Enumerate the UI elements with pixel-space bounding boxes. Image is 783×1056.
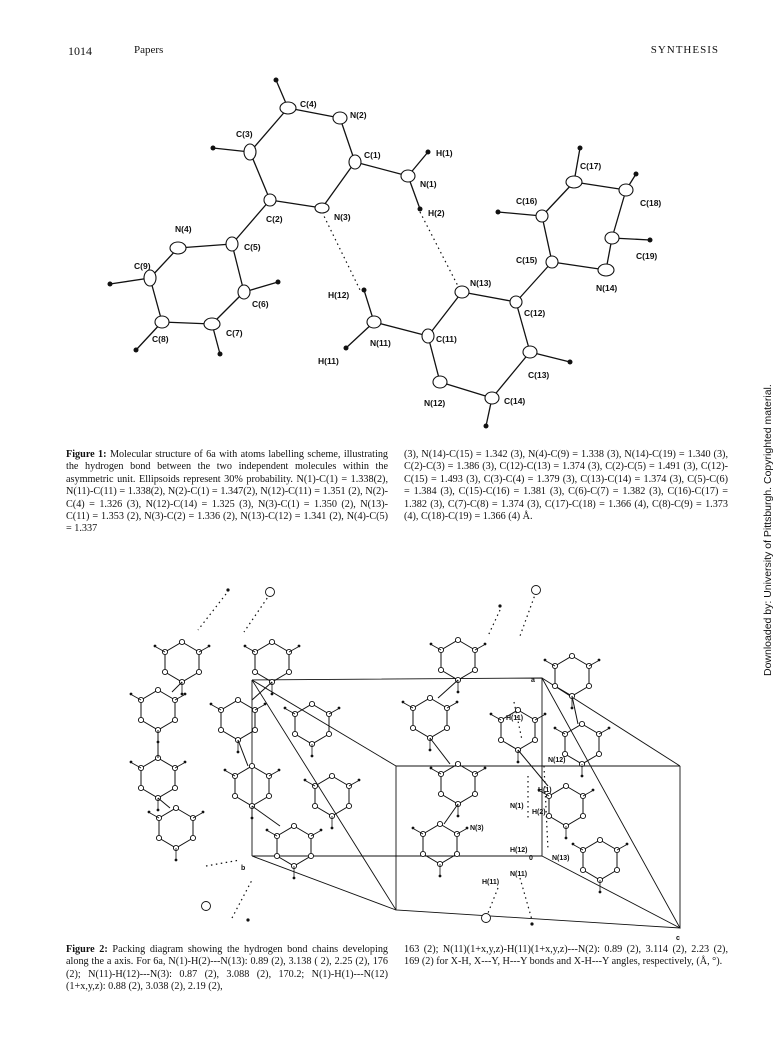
figure-2-caption-label: Figure 2: — [66, 944, 108, 955]
label-c15: C(15) — [516, 255, 538, 265]
download-notice: Downloaded by: University of Pittsburgh. Copyrighted material. — [762, 384, 774, 676]
section-label: Papers — [134, 44, 164, 56]
label-c7: C(7) — [226, 328, 243, 338]
label-h11: H(11) — [318, 356, 339, 366]
pack-label-h12: H(12) — [510, 847, 528, 854]
axis-label-c: c — [676, 935, 680, 942]
label-c6: C(6) — [252, 299, 269, 309]
pack-label-n3: N(3) — [470, 825, 484, 832]
label-c9: C(9) — [134, 261, 151, 271]
label-c4: C(4) — [300, 99, 317, 109]
pack-label-n12: N(12) — [548, 757, 566, 764]
pack-label-n13: N(13) — [552, 855, 570, 862]
label-n3: N(3) — [334, 212, 351, 222]
figure-1-caption-text: Molecular structure of 6a with atoms labelling scheme, illustrating the hydrogen bond between the two independent molecules within the asymmetric unit. Ellipsoids represent 30% probability. N(1)-C(1) = 1.338(2), N(11)-C(11) = 1.338(2), N(2)-C(1) = 1.347(2), N(12)-C(11) = 1.351 (2), N(2)-C(4) = 1.326 (3), N(12)-C(14) = 1.325 (3), N(3)-C(1) = 1.350 (2), N(13)-C(11) = 1.353 (2), N(3)-C(2) = 1.336 (2), N(13)-C(12) = 1.341 (2), N(4)-C(5) = 1.337 — [66, 449, 389, 535]
label-h2: H(2) — [428, 208, 445, 218]
figure-2-caption-left — [66, 944, 388, 994]
figure-2-caption-text: Packing diagram showing the hydrogen bond chains developing along the a axis. For 6a, N(1)-H(2)---N(13): 0.89 (2), 3.138 ( 2), 2.25 (2), 176 (2); N(11)-H(12)---N(3): 0.87 (2), 3.088 (2), 170.2; N(1)-H(1)---N(12)(1+x,y,z): 0.88 (2), 3.038 (2), 2.19 (2), — [66, 944, 389, 993]
label-c14: C(14) — [504, 396, 526, 406]
figure-1-caption-label: Figure 1: — [66, 449, 107, 460]
label-c17: C(17) — [580, 161, 602, 171]
label-n11: N(11) — [370, 338, 391, 348]
label-c13: C(13) — [528, 370, 550, 380]
label-h1: H(1) — [436, 148, 453, 158]
label-c8: C(8) — [152, 334, 169, 344]
figure-1-caption-right: (3), N(14)-C(15) = 1.342 (3), N(4)-C(9) = 1.338 (3), N(14)-C(19) = 1.340 (3), C(2)-C(3) = 1.386 (3), C(12)-C(13) = 1.374 (3), C(2)-C(5) = 1.491 (3), C(12)-C(15) = 1.493 (3), C(3)-C(4) = 1.379 (3), C(13)-C(14) = 1.374 (3), C(5)-C(6) = 1.384 (3), C(15)-C(16) = 1.381 (3), C(6)-C(7) = 1.382 (3), C(16)-C(17) = 1.382 (3), C(7)-C(8) = 1.374 (3), C(17)-C(18) = 1.366 (4), C(8)-C(9) = 1.373 (4), C(18)-C(19) = 1.366 (4) Å. — [404, 449, 728, 523]
journal-name: SYNTHESIS — [650, 44, 719, 56]
label-n14: N(14) — [596, 283, 618, 293]
origin-label: 0 — [529, 855, 533, 862]
label-c2: C(2) — [266, 214, 283, 224]
figure-1-molecular-structure — [100, 62, 700, 442]
label-c11: C(11) — [436, 334, 457, 344]
figure-1-caption-left — [66, 449, 388, 536]
pack-label-h1: H(1) — [538, 787, 552, 794]
label-c16: C(16) — [516, 196, 538, 206]
label-c1: C(1) — [364, 150, 381, 160]
label-n12: N(12) — [424, 398, 446, 408]
pack-label-n11: N(11) — [510, 871, 528, 878]
pack-label-n1: N(1) — [510, 803, 524, 810]
label-c19: C(19) — [636, 251, 658, 261]
label-n13: N(13) — [470, 278, 492, 288]
page-number: 1014 — [68, 44, 92, 58]
label-c18: C(18) — [640, 198, 662, 208]
axis-label-a: a — [531, 677, 535, 684]
label-n4: N(4) — [175, 224, 192, 234]
label-c5: C(5) — [244, 242, 261, 252]
label-n2: N(2) — [350, 110, 367, 120]
axis-label-b: b — [241, 865, 246, 872]
pack-label-h2: H(2) — [532, 809, 546, 816]
label-c3: C(3) — [236, 129, 253, 139]
pack-label-h11-lower: H(11) — [482, 879, 500, 886]
label-n1: N(1) — [420, 179, 437, 189]
pack-label-h11: H(11) — [506, 715, 524, 722]
figure-2-packing-diagram — [100, 548, 684, 942]
label-h12: H(12) — [328, 290, 350, 300]
figure-2-caption-right: 163 (2); N(11)(1+x,y,z)-H(11)(1+x,y,z)---N(2): 0.89 (2), 3.114 (2), 2.23 (2), 169 (2) for X-H, X---Y, H---Y bonds and X-H---Y angles, respectively, (Å, °). — [404, 944, 728, 968]
label-c12: C(12) — [524, 308, 546, 318]
